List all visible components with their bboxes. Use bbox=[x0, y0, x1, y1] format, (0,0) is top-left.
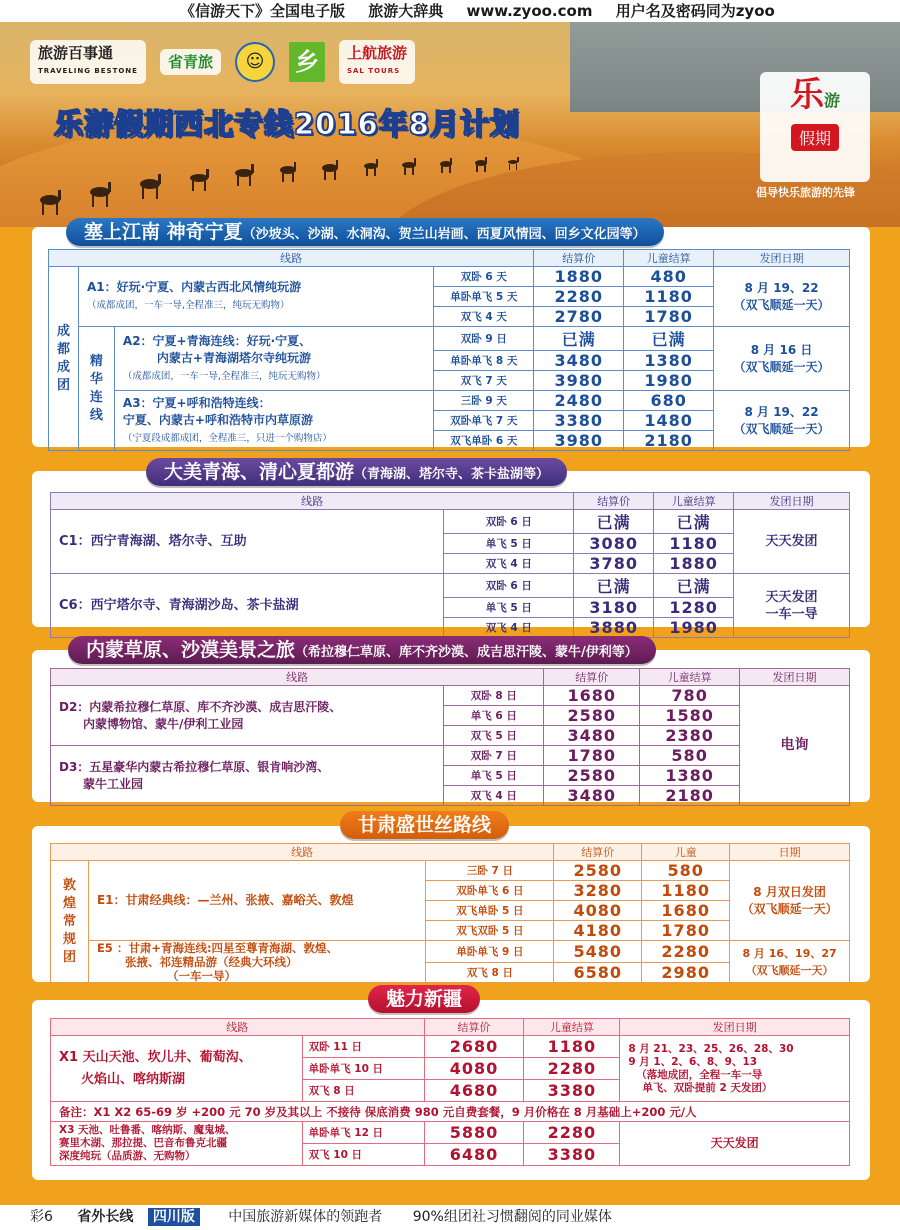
brand-jia: 假期 bbox=[791, 124, 839, 151]
date-c6: 天天发团 一车一导 bbox=[734, 574, 850, 638]
date-e5: 8 月 16、19、27 （双飞顺延一天） bbox=[730, 941, 850, 984]
route-x1: X1 天山天池、坎儿井、葡萄沟、 火焰山、喀纳斯湖 bbox=[51, 1036, 303, 1102]
neimeng-title: 内蒙草原、沙漠美景之旅（希拉穆仁草原、库不齐沙漠、成吉思汗陵、蒙牛/伊利等） bbox=[68, 636, 656, 664]
footer-slogan: 中国旅游新媒体的领跑者 bbox=[228, 1209, 383, 1225]
date-c1: 天天发团 bbox=[734, 510, 850, 574]
xinjiang-note: 备注：X1 X2 65-69 岁 +200 元 70 岁及其以上 不接待 保底消费 980 元自费套餐，9 月价格在 8 月基础上+200 元/人 bbox=[51, 1102, 850, 1122]
qinghai-table: 线路 结算价 儿童结算 发团日期 C1：西宁青海湖、塔尔寺、互助 双卧 6 日 已满 已满 天天发团 单飞 5 日 3080 1180 双飞 4 日 3780 1880 C6：西宁塔尔寺、青海湖沙岛、茶卡盐湖 双卧 6 日 已满 已满 天天发团 一车一导 单飞 5 日 3180 1280 双飞 4 日 3880 1980 bbox=[50, 492, 850, 638]
route-d2: D2：内蒙希拉穆仁草原、库不齐沙漠、成吉思汗陵、 内蒙博物馆、蒙牛/伊利工业园 bbox=[51, 686, 444, 746]
xinjiang-table: 线路 结算价 儿童结算 发团日期 X1 天山天池、坎儿井、葡萄沟、 火焰山、喀纳斯湖 双卧 11 日 2680 1180 8 月 21、23、25、26、28、30 9 月 1、2、6、8、9、13 （落地成团，全程一车一导 单飞、双卧提前 2 天发团） 单卧单飞 10 日 4080 2280 双飞 8 日 4680 3380 备注：X1 X2 65-69 岁 +200 元 70 岁及其以上 不接待 保底消费 980 元自费套餐，9 月价格在 8 月基础上+200 元/人 X3 天池、吐鲁番、喀纳斯、魔鬼城、 赛里木湖、那拉提、巴音布鲁克北疆 深度纯玩（品质游、无购物） 单卧单飞 12 日 5880 2280 天天发团 双飞 10 日 6480 3380 bbox=[50, 1018, 850, 1166]
group-label: 成都成团 bbox=[56, 323, 70, 393]
route-c6: C6：西宁塔尔寺、青海湖沙岛、茶卡盐湖 bbox=[51, 574, 444, 638]
route-e5: E5 ：甘肃+青海连线:四星至尊青海湖、敦煌、 张掖、祁连精品游（经典大环线） （一车一导） bbox=[88, 941, 426, 984]
qinghai-title: 大美青海、清心夏都游（青海湖、塔尔寺、茶卡盐湖等） bbox=[146, 458, 567, 486]
logo-provincial-youth-travel: 省青旅 bbox=[160, 49, 221, 75]
page-number: 彩6 bbox=[30, 1209, 53, 1225]
partner-logos bbox=[30, 40, 415, 84]
route-a2: A2：宁夏+青海连线：好玩·宁夏、 内蒙古+青海湖塔尔寺纯玩游 （成都成团，一车一导,全程准三，纯玩无购物） bbox=[114, 327, 433, 391]
magazine-title: 《信游天下》全国电子版 bbox=[180, 2, 346, 20]
ningxia-table: 线路 结算价 儿童结算 发团日期 成都成团 A1：好玩·宁夏、内蒙古西北风情纯玩游 （成都成团，一车一导,全程准三，纯玩无购物） 双卧 6 天 1880 480 8 月 19、22 （双飞顺延一天） 单卧单飞 5 天 2280 1180 双飞 4 天 2780 1780 精华连线 A2：宁夏+青海连线：好玩·宁夏、 内蒙古+青海湖塔尔寺纯玩游 （成都成团，一车一导,全程准三，纯玩无购物） 双卧 9 日 已满 已满 8 月 16 日 （双飞顺延一天） 单卧单飞 8 天 3480 1380 双飞 7 天 3980 1980 A3：宁夏+呼和浩特连线： 宁夏、内蒙古+呼和浩特市内草原游 （宁夏段成都成团，全程准三，只进一个购物店） 三卧 9 天 2480 680 8 月 19、22 （双飞顺延一天） 双卧单飞 7 天 3380 1480 双飞单卧 6 天 3980 2180 bbox=[48, 249, 850, 451]
col-route: 线路 bbox=[49, 250, 534, 267]
mascot-icon: ☺ bbox=[235, 42, 275, 82]
login-hint: 用户名及密码同为zyoo bbox=[615, 2, 775, 20]
date-a2: 8 月 16 日 （双飞顺延一天） bbox=[714, 327, 850, 391]
date-x3: 天天发团 bbox=[620, 1122, 850, 1166]
group-label: 敦煌常规团 bbox=[62, 878, 76, 965]
hero-banner bbox=[0, 22, 900, 227]
top-banner bbox=[0, 0, 900, 22]
ningxia-title: 塞上江南 神奇宁夏（沙坡头、沙湖、水洞沟、贺兰山岩画、西夏风情园、回乡文化园等） bbox=[66, 218, 664, 246]
logo-sal-tours: 上航旅游 SAL TOURS bbox=[339, 40, 415, 84]
subgroup-label: 精华连线 bbox=[89, 353, 103, 423]
date-d: 电询 bbox=[740, 686, 850, 806]
date-e1: 8 月双日发团 （双飞顺延一天） bbox=[730, 861, 850, 941]
col-price: 结算价 bbox=[534, 250, 624, 267]
route-a1: A1：好玩·宁夏、内蒙古西北风情纯玩游 （成都成团，一车一导,全程准三，纯玩无购物） bbox=[78, 267, 433, 327]
route-x3: X3 天池、吐鲁番、喀纳斯、魔鬼城、 赛里木湖、那拉提、巴音布鲁克北疆 深度纯玩（品质游、无购物） bbox=[51, 1122, 303, 1166]
gansu-title: 甘肃盛世丝路线 bbox=[340, 811, 509, 839]
route-a3: A3：宁夏+呼和浩特连线： 宁夏、内蒙古+呼和浩特市内草原游 （宁夏段成都成团，全程准三，只进一个购物店） bbox=[114, 391, 433, 451]
brand-logo: 乐游 假期 bbox=[760, 72, 870, 182]
xinjiang-title: 魅力新疆 bbox=[368, 985, 480, 1013]
logo-traveling-bestone: 旅游百事通 TRAVELING BESTONE bbox=[30, 40, 146, 84]
date-a1: 8 月 19、22 （双飞顺延一天） bbox=[714, 267, 850, 327]
route-d3: D3：五星豪华内蒙古希拉穆仁草原、银肯响沙湾、 蒙牛工业园 bbox=[51, 746, 444, 806]
route-e1: E1：甘肃经典线：—兰州、张掖、嘉峪关、敦煌 bbox=[88, 861, 426, 941]
section-name: 省外长线 bbox=[77, 1209, 134, 1225]
gansu-table: 线路 结算价 儿童 日期 敦煌常规团 E1：甘肃经典线：—兰州、张掖、嘉峪关、敦煌 三卧 7 日 2580 580 8 月双日发团 （双飞顺延一天） 双卧单飞 6 日 3280 1180 双飞单卧 5 日 4080 1680 双飞双卧 5 日 4180 1780 E5 ：甘肃+青海连线:四星至尊青海湖、敦煌、 张掖、祁连精品游（经典大环线） （一车一导） 单卧单飞 9 日 5480 2280 8 月 16、19、27 （双飞顺延一天） 双飞 8 日 6580 2980 bbox=[50, 843, 850, 984]
logo-xiang: 乡 bbox=[289, 42, 325, 82]
footer-slogan: 90%组团社习惯翻阅的同业媒体 bbox=[412, 1209, 612, 1225]
col-date: 发团日期 bbox=[714, 250, 850, 267]
website-link[interactable]: www.zyoo.com bbox=[466, 2, 593, 20]
brand-slogan: 倡导快乐旅游的先锋 bbox=[756, 186, 855, 199]
neimeng-table: 线路 结算价 儿童结算 发团日期 D2：内蒙希拉穆仁草原、库不齐沙漠、成吉思汗陵、 内蒙博物馆、蒙牛/伊利工业园 双卧 8 日 1680 780 电询 单飞 6 日 2580 1580 双飞 5 日 3480 2380 D3：五星豪华内蒙古希拉穆仁草原、银肯响沙湾、 蒙牛工业园 双卧 7 日 1780 580 单飞 5 日 2580 1380 双飞 4 日 3480 2180 bbox=[50, 668, 850, 806]
route-c1: C1：西宁青海湖、塔尔寺、互助 bbox=[51, 510, 444, 574]
page-footer bbox=[0, 1205, 900, 1230]
dictionary-label: 旅游大辞典 bbox=[368, 2, 444, 20]
camel-caravan-icon bbox=[30, 140, 550, 227]
page-title: 乐游假期西北专线2016年8月计划 bbox=[54, 107, 520, 141]
date-x1: 8 月 21、23、25、26、28、30 9 月 1、2、6、8、9、13 （落地成团，全程一车一导 单飞、双卧提前 2 天发团） bbox=[620, 1036, 850, 1102]
col-child: 儿童结算 bbox=[624, 250, 714, 267]
date-a3: 8 月 19、22 （双飞顺延一天） bbox=[714, 391, 850, 451]
edition-badge: 四川版 bbox=[148, 1208, 200, 1226]
